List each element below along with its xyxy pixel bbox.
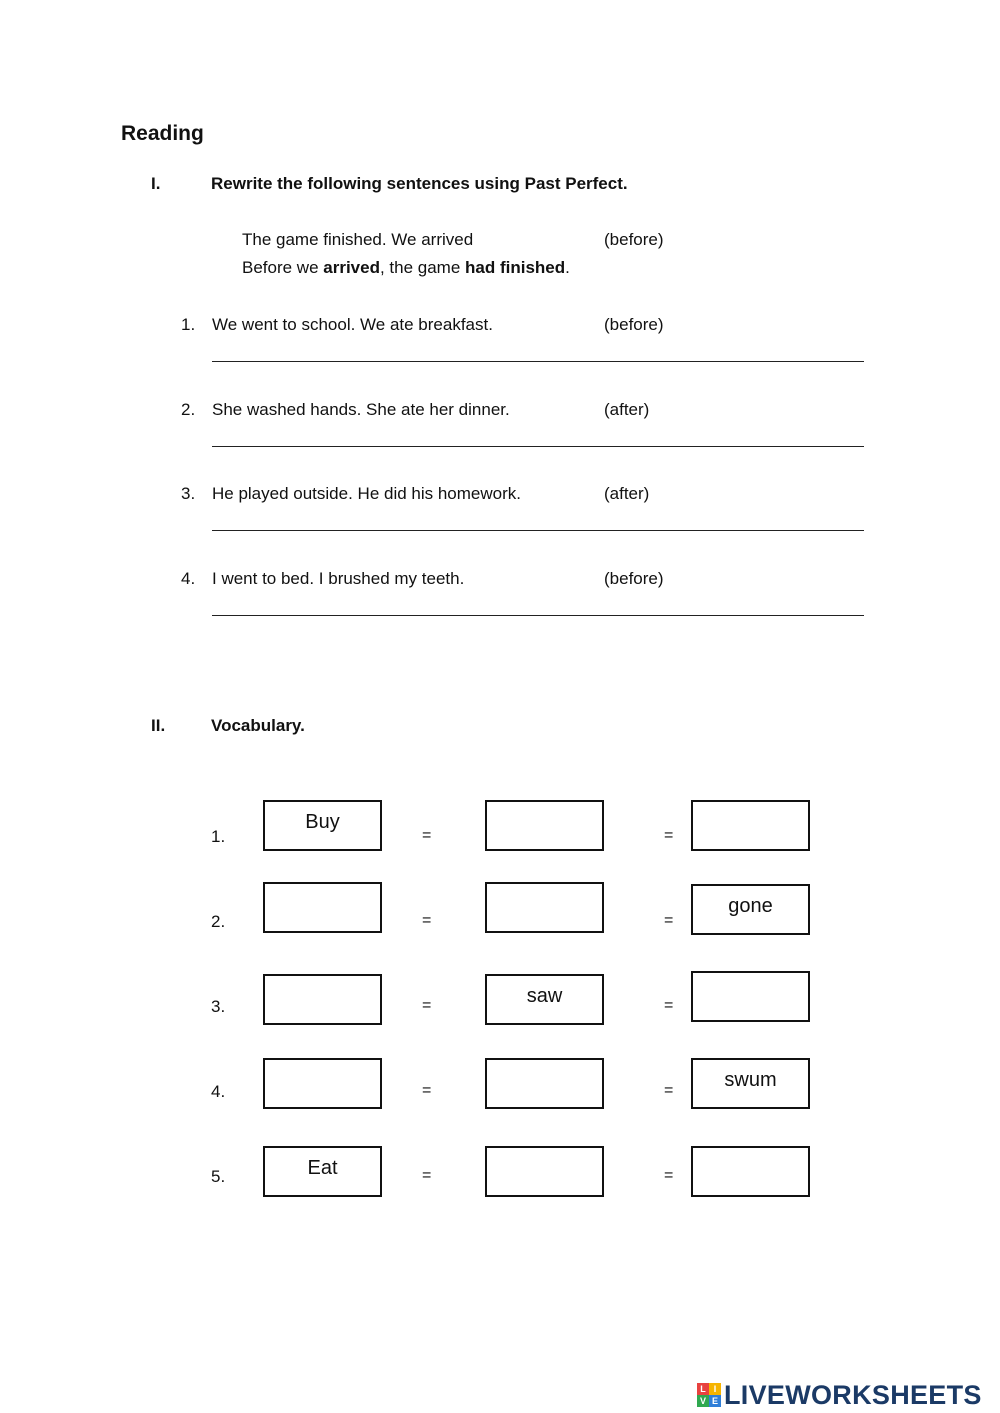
item-hint: (before) [604, 315, 664, 334]
vocab-box-past[interactable] [485, 882, 604, 933]
vocab-box-past[interactable] [485, 1146, 604, 1197]
section-2-title: Vocabulary. [211, 716, 305, 735]
example-sentence: The game finished. We arrived [242, 230, 474, 249]
equals-sign: = [664, 997, 674, 1014]
answer-line[interactable] [212, 530, 864, 531]
vocab-box-base[interactable]: Buy [263, 800, 382, 851]
vocab-box-base[interactable]: Eat [263, 1146, 382, 1197]
item-sentence: She washed hands. She ate her dinner. [212, 400, 510, 419]
equals-sign: = [664, 1082, 674, 1099]
logo-mark-letter: V [697, 1395, 709, 1407]
equals-sign: = [422, 1167, 432, 1184]
vocab-box-past[interactable] [485, 800, 604, 851]
section-1-number: I. [151, 174, 161, 193]
example-answer: Before we arrived, the game had finished. [242, 258, 570, 277]
logo-text: LIVEWORKSHEETS [724, 1379, 982, 1410]
logo-mark-icon [697, 1383, 721, 1407]
logo-mark-letter: I [709, 1383, 721, 1395]
logo-mark-letter: L [697, 1383, 709, 1395]
vocab-row-number: 2. [211, 912, 226, 931]
vocab-box-participle[interactable] [691, 800, 810, 851]
vocab-box-base[interactable] [263, 1058, 382, 1109]
item-sentence: We went to school. We ate breakfast. [212, 315, 493, 334]
logo-mark-letter: E [709, 1395, 721, 1407]
item-sentence: He played outside. He did his homework. [212, 484, 521, 503]
vocab-row-number: 5. [211, 1167, 226, 1186]
vocab-box-past[interactable] [485, 1058, 604, 1109]
item-number: 3. [181, 484, 196, 503]
equals-sign: = [664, 912, 674, 929]
vocab-box-participle[interactable]: gone [691, 884, 810, 935]
equals-sign: = [664, 1167, 674, 1184]
vocab-row-number: 1. [211, 827, 226, 846]
example-hint: (before) [604, 230, 664, 249]
equals-sign: = [422, 912, 432, 929]
answer-line[interactable] [212, 446, 864, 447]
equals-sign: = [422, 1082, 432, 1099]
vocab-box-participle[interactable]: swum [691, 1058, 810, 1109]
item-hint: (after) [604, 484, 650, 503]
vocab-box-participle[interactable] [691, 971, 810, 1022]
equals-sign: = [422, 827, 432, 844]
item-number: 1. [181, 315, 196, 334]
liveworksheets-logo [697, 1378, 982, 1412]
section-2-number: II. [151, 716, 166, 735]
vocab-row-number: 3. [211, 997, 226, 1016]
answer-line[interactable] [212, 615, 864, 616]
page-title: Reading [121, 122, 204, 145]
answer-line[interactable] [212, 361, 864, 362]
item-sentence: I went to bed. I brushed my teeth. [212, 569, 465, 588]
section-1-title: Rewrite the following sentences using Past Perfect. [211, 174, 628, 193]
vocab-row-number: 4. [211, 1082, 226, 1101]
vocab-box-participle[interactable] [691, 1146, 810, 1197]
equals-sign: = [422, 997, 432, 1014]
item-hint: (after) [604, 400, 650, 419]
vocab-box-base[interactable] [263, 882, 382, 933]
vocab-box-base[interactable] [263, 974, 382, 1025]
item-number: 4. [181, 569, 196, 588]
vocab-box-past[interactable]: saw [485, 974, 604, 1025]
item-number: 2. [181, 400, 196, 419]
equals-sign: = [664, 827, 674, 844]
item-hint: (before) [604, 569, 664, 588]
